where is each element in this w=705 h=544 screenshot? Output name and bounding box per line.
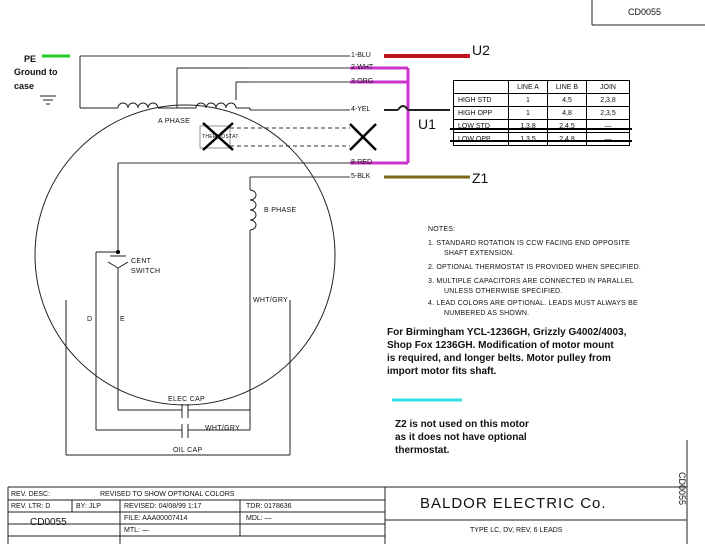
mtl-field: MTL: —	[124, 527, 149, 534]
comment-line: For Birmingham YCL-1236GH, Grizzly G4002/4003,	[387, 327, 627, 338]
table-cell: HIGH STD	[454, 94, 509, 107]
note-line: 2. OPTIONAL THERMOSTAT IS PROVIDED WHEN SPECIFIED.	[428, 264, 642, 271]
ground-symbol-icon	[40, 96, 56, 104]
note-line: 1. STANDARD ROTATION IS CCW FACING END OPPOSITE	[428, 240, 630, 247]
u1-label: U1	[418, 116, 436, 132]
table-header: JOIN	[587, 81, 630, 94]
table-row	[454, 107, 630, 120]
mdl-field: MDL: —	[246, 515, 272, 522]
table-cell: 4,5	[548, 94, 587, 107]
table-cell: 1	[509, 94, 548, 107]
join-table	[453, 80, 630, 146]
table-cell: 1,3,8	[509, 120, 548, 133]
table-cell: 2,3,8	[587, 94, 630, 107]
table-header: LINE B	[548, 81, 587, 94]
file-field: FILE: AAA00007414	[124, 515, 188, 522]
table-cell: 2,4,8	[548, 133, 587, 146]
note-line: UNLESS OTHERWISE SPECIFIED.	[444, 288, 563, 295]
u2-label: U2	[472, 42, 490, 58]
z2-comment-line: thermostat.	[395, 445, 450, 456]
lead-label: 1-BLU	[351, 52, 371, 59]
note-line: 4. LEAD COLORS ARE OPTIONAL. LEADS MUST ALWAYS BE	[428, 300, 638, 307]
company-name: BALDOR ELECTRIC Co.	[420, 495, 607, 512]
lead-label: 8-RED	[351, 159, 373, 166]
table-cell: 4,8	[548, 107, 587, 120]
table-row	[454, 120, 630, 133]
ground-label: Ground to	[14, 67, 58, 77]
e-label: E	[120, 316, 125, 323]
notes-title: NOTES:	[428, 226, 456, 233]
note-line: SHAFT EXTENSION.	[444, 250, 515, 257]
rev-desc-label: REV. DESC:	[11, 491, 51, 498]
elec-cap-label: ELEC CAP	[168, 396, 206, 403]
lead-label: 5-BLK	[351, 173, 371, 180]
by-field: BY: JLP	[76, 503, 101, 510]
note-line: 3. MULTIPLE CAPACITORS ARE CONNECTED IN PARALLEL	[428, 278, 634, 285]
tdr-field: TDR: 0178636	[246, 503, 292, 510]
type-field: TYPE LC, DV, REV, 6 LEADS	[470, 527, 563, 534]
a-phase-coils	[80, 56, 250, 110]
oil-cap-label: OIL CAP	[173, 447, 203, 454]
thermostat-label: THERMOSTAT	[202, 134, 239, 140]
b-phase-label: B PHASE	[264, 207, 297, 214]
lead-label: 3-ORG	[351, 78, 374, 85]
comment-line: is required, and longer belts. Motor pulley from	[387, 353, 611, 364]
comment-line: Shop Fox 1236GH. Modification of motor mount	[387, 340, 614, 351]
table-cell: —	[587, 120, 630, 133]
table-cell: 2,3,5	[587, 107, 630, 120]
switch-label: SWITCH	[131, 268, 161, 275]
revised-field: REVISED: 04/08/99 1:17	[124, 503, 202, 510]
b-phase-circuit	[66, 163, 290, 455]
z2-comment-line: as it does not have optional	[395, 432, 527, 443]
cent-label: CENT	[131, 258, 152, 265]
table-cell: LOW STD	[454, 120, 509, 133]
d-label: D	[87, 316, 93, 323]
lead-label: 2-WHT	[351, 64, 374, 71]
junction-dot	[116, 250, 120, 254]
lead-label: 4-YEL	[351, 106, 371, 113]
table-header: LINE A	[509, 81, 548, 94]
table-cell: LOW OPP	[454, 133, 509, 146]
crossover-hop	[398, 106, 408, 110]
table-cell: HIGH OPP	[454, 107, 509, 120]
a-phase-label: A PHASE	[158, 118, 191, 125]
table-header-row	[454, 81, 630, 94]
table-cell: —	[587, 133, 630, 146]
table-row	[454, 94, 630, 107]
rev-desc-value: REVISED TO SHOW OPTIONAL COLORS	[100, 491, 235, 498]
case-label: case	[14, 81, 35, 91]
table-row	[454, 133, 630, 146]
wht-gry-label: WHT/GRY	[253, 297, 289, 304]
z2-comment-line: Z2 is not used on this motor	[395, 419, 529, 430]
table-cell	[454, 81, 509, 94]
wht-gry-cap-label: WHT/GRY	[205, 425, 241, 432]
table-cell: 1,3,5	[509, 133, 548, 146]
drawing-number: CD0055	[628, 7, 662, 17]
rev-ltr: REV. LTR: D	[11, 503, 51, 510]
z1-label: Z1	[472, 170, 489, 186]
table-cell: 1	[509, 107, 548, 120]
left-drawing-number: CD0055	[30, 517, 67, 528]
side-drawing-number: CD0055	[677, 472, 687, 506]
thermostat-leads	[230, 128, 350, 146]
note-line: NUMBERED AS SHOWN.	[444, 310, 530, 317]
table-cell: 2,4,5	[548, 120, 587, 133]
pe-label: PE	[24, 54, 37, 64]
comment-line: import motor fits shaft.	[387, 366, 497, 377]
